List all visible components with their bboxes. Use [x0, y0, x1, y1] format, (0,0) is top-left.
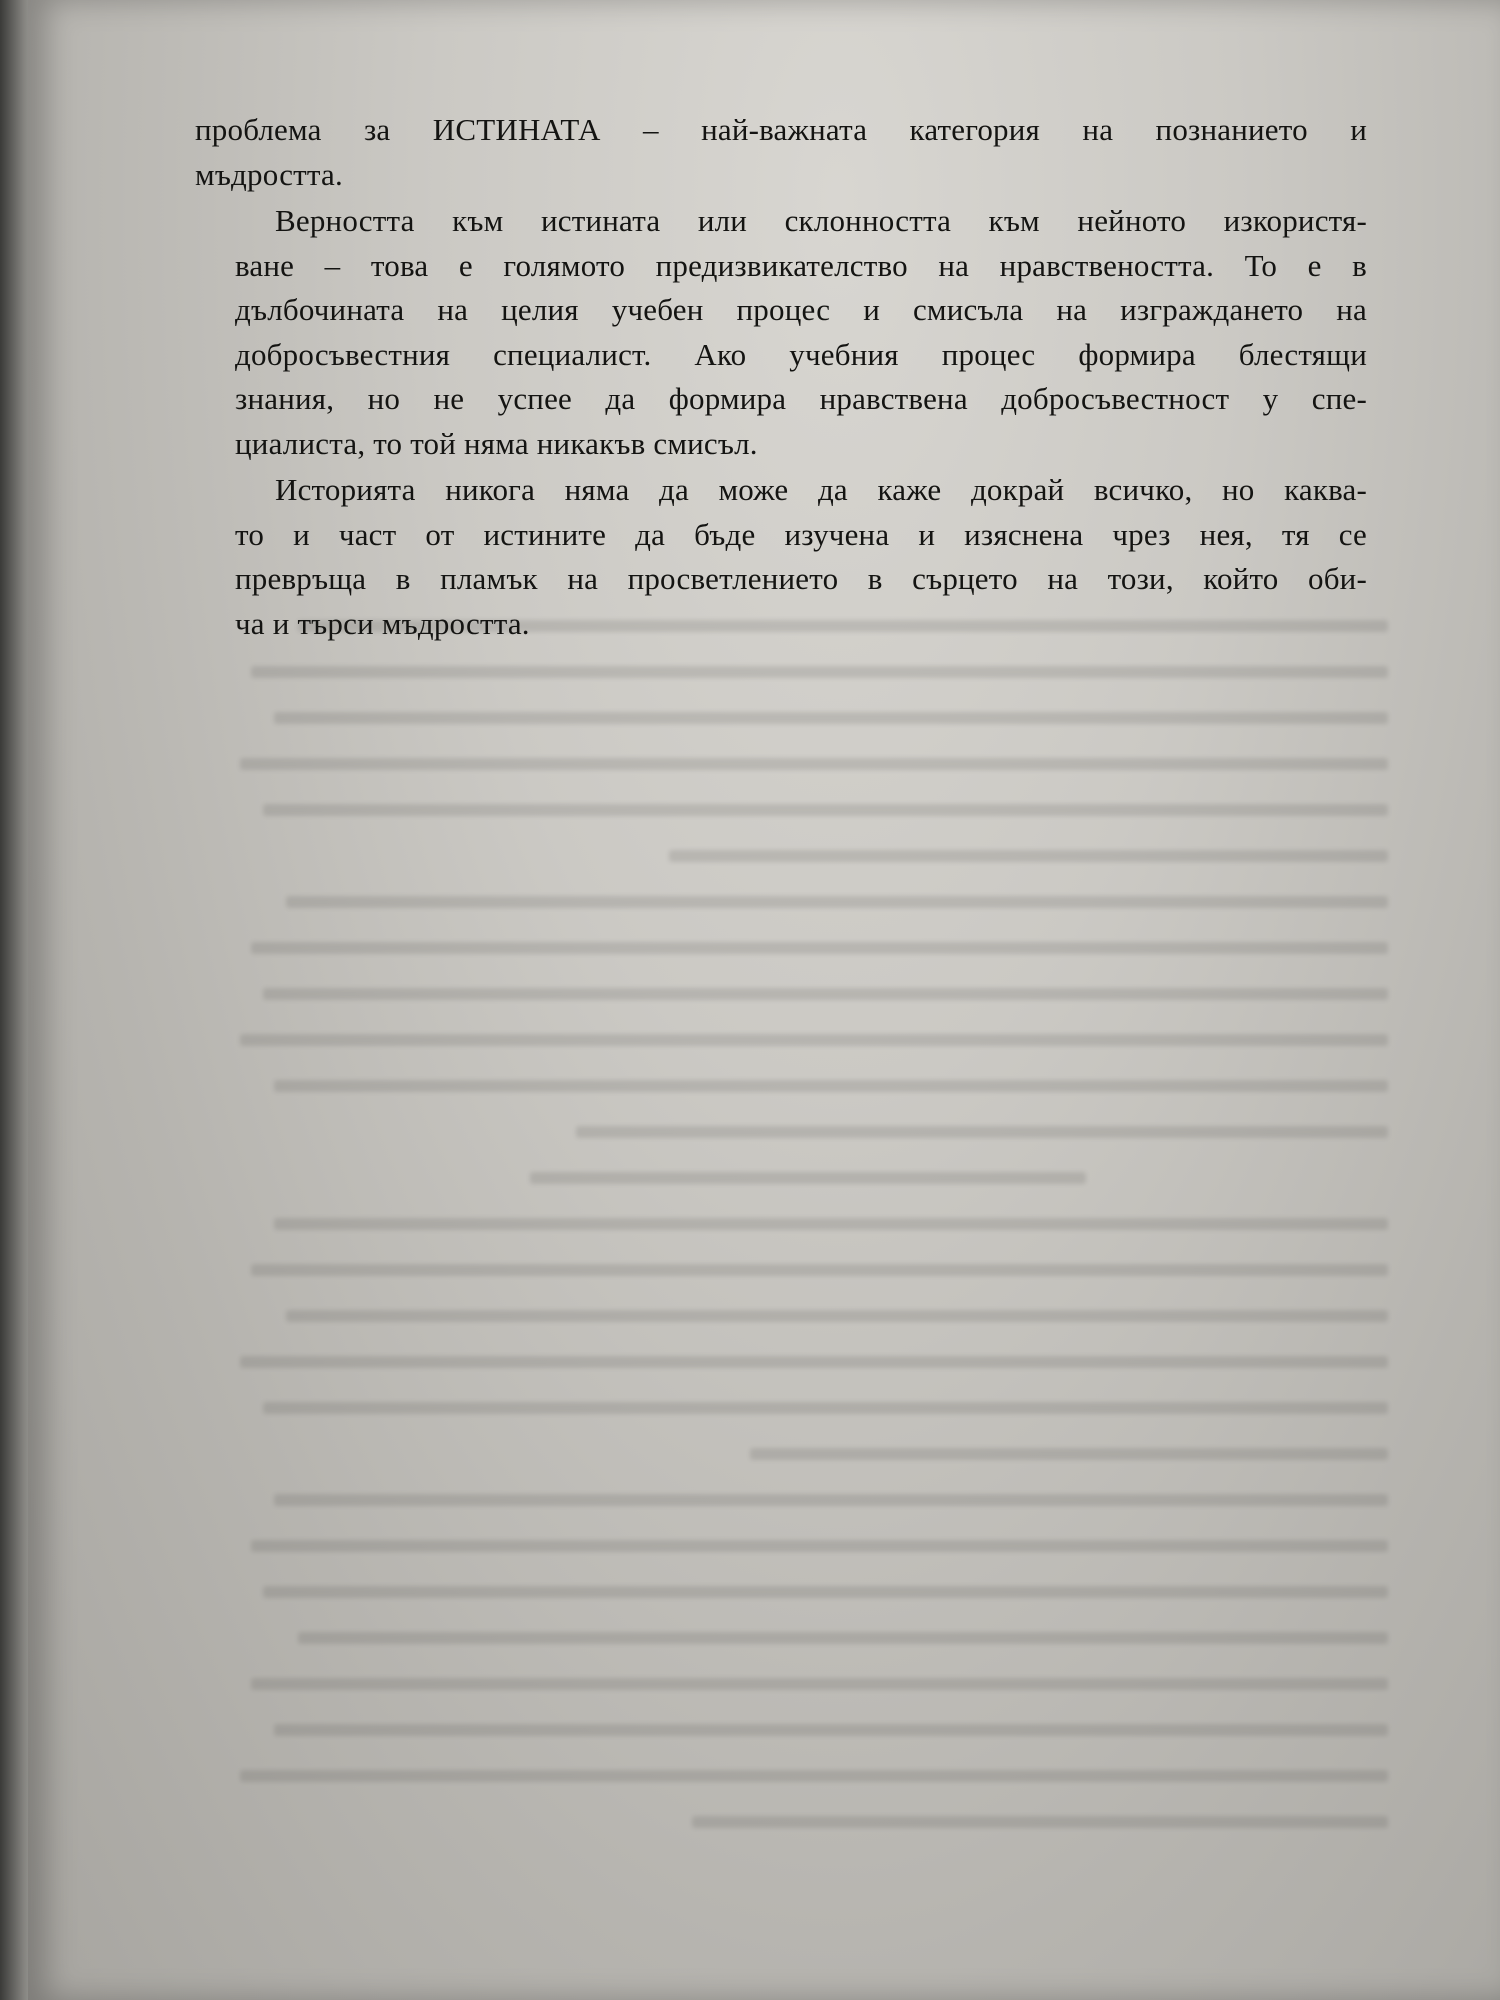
text-line: дълбочината на целия учебен процес и смисъла на изграждането на	[235, 292, 1367, 327]
text-line: знания, но не успее да формира нравствена добросъвестност у спе-	[235, 381, 1367, 416]
paragraph	[195, 108, 1367, 197]
paragraph	[195, 468, 1367, 646]
text-line: ча и търси мъдростта.	[235, 605, 530, 641]
paragraph	[195, 199, 1367, 466]
page-text	[195, 108, 1367, 648]
show-through-text	[228, 620, 1388, 1960]
text-line: то и част от истините да бъде изучена и изяснена чрез нея, тя се	[235, 516, 1367, 552]
text-line: проблема за ИСТИНАТА – най-важната категория на познанието и	[195, 112, 1367, 147]
text-line: циалиста, то той няма никакъв смисъл.	[235, 425, 758, 461]
text-line: Историята никога няма да може да каже докрай всичко, но каква-	[275, 472, 1367, 507]
text-line: добросъвестния специалист. Ако учебния процес формира блестящи	[235, 336, 1367, 372]
text-line: ване – това е голямото предизвикателство на нравствеността. То е в	[235, 247, 1367, 283]
text-line: мъдростта.	[195, 156, 343, 192]
text-line: превръща в пламък на просветлението в сърцето на този, който оби-	[235, 561, 1367, 596]
text-line: Верността към истината или склонността към нейното изкористя-	[275, 203, 1367, 238]
